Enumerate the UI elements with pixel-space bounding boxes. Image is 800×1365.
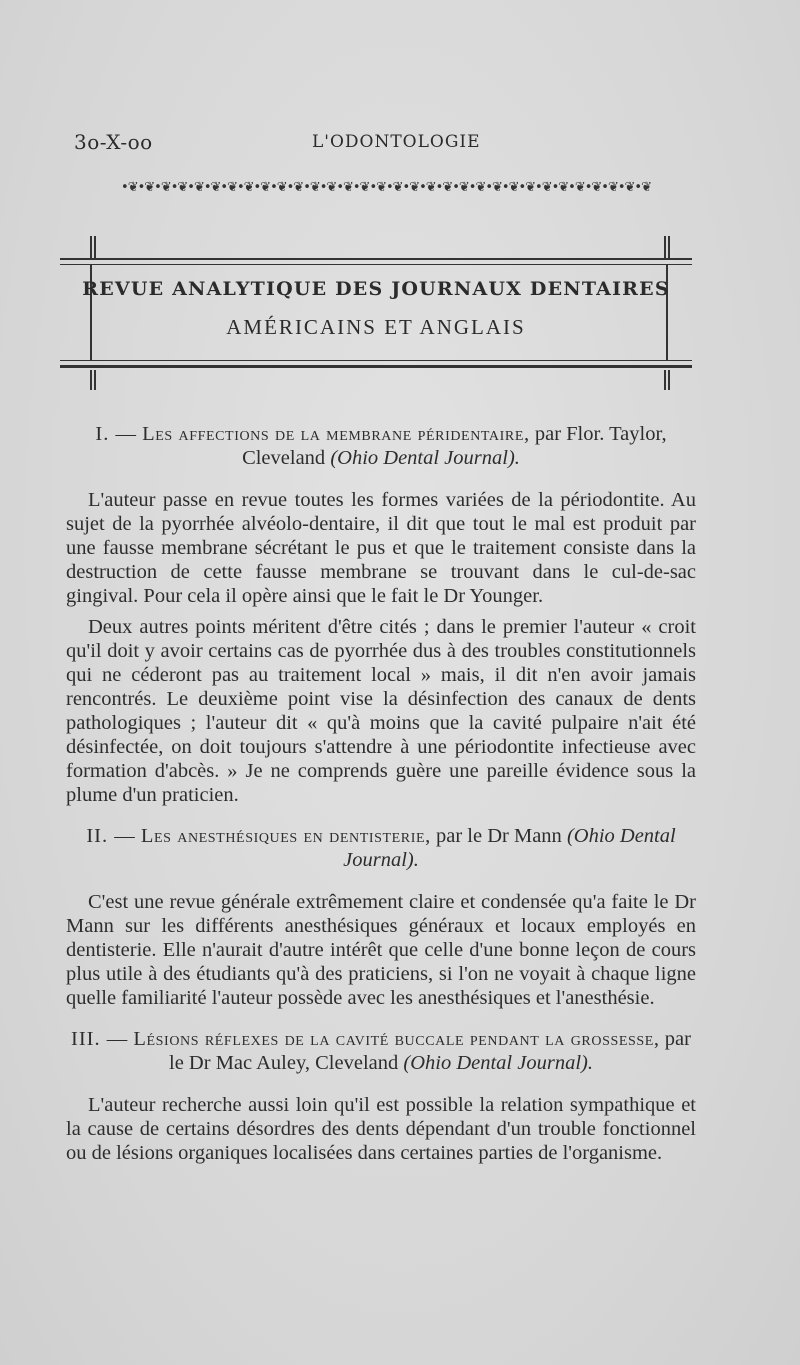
page-date: 3o-X-oo xyxy=(74,130,153,154)
frame-tick-right-top-2 xyxy=(668,236,670,258)
paragraph: Deux autres points méritent d'être cités ; dans le premier l'auteur « croit qu'il doit y avoir certains cas de pyorrhée dus à des troubles constitutionnels qui ne céderont pas au traitement local » mais, il dit n'en avoir jamais rencontrés. Le deuxième point vise la désinfection des canaux de dents pathologiques ; l'auteur dit « qu'à moins que la cavité pulpaire n'ait été désinfectée, on doit toujours s'attendre à une périodontite infectieuse avec formation d'abcès. » Je ne comprends guère une pareille évidence sous la plume d'un praticien. xyxy=(66,616,696,806)
section-title: Lésions réflexes de la cavité buccale pendant la grossesse, xyxy=(133,1028,660,1050)
section-title: Les affections de la membrane péridentaire, xyxy=(142,423,530,445)
journal-title: L'ODONTOLOGIE xyxy=(312,132,481,152)
frame-rule-bottom xyxy=(60,365,692,368)
section-heading-2 xyxy=(66,824,696,872)
running-header xyxy=(74,130,694,160)
frame-tick-left-top xyxy=(90,236,92,258)
paragraph: C'est une revue générale extrêmement claire et condensée qu'a faite le Dr Mann sur les différents anesthésiques généraux et locaux employés en dentisterie. Elle n'aurait d'autre intérêt que celle d'une bonne leçon de cours plus utile à des étudiants qu'à des praticiens, si l'on ne voyait à chaque ligne quelle familiarité l'auteur possède avec les anesthésiques et l'anesthésie. xyxy=(66,891,696,1009)
section-heading-1 xyxy=(66,422,696,470)
frame-tick-left-top-2 xyxy=(94,236,96,258)
article-subtitle: AMÉRICAINS ET ANGLAIS xyxy=(226,315,526,339)
frame-tick-left-bottom-2 xyxy=(94,370,96,390)
frame-tick-right-top xyxy=(664,236,666,258)
article-title: REVUE ANALYTIQUE DES JOURNAUX DENTAIRES xyxy=(82,278,670,300)
paragraph: L'auteur passe en revue toutes les formes variées de la périodontite. Au sujet de la pyorrhée alvéolo-dentaire, il dit que tout le mal est produit par une fausse membrane sécrétant le pus et que le traitement consiste dans la destruction de cette fausse membrane se trouvant dans le cul-de-sac gingival. Pour cela il opère ainsi que le fait le Dr Younger. xyxy=(66,489,696,607)
section-source: (Ohio Dental Journal). xyxy=(343,825,676,871)
section-number: II. — xyxy=(86,825,136,847)
section-author: par Flor. Taylor, Cleveland xyxy=(242,423,667,469)
ornamental-border: •❦•❦•❦•❦•❦•❦•❦•❦•❦•❦•❦•❦•❦•❦•❦•❦•❦•❦•❦•❦•❦•❦•❦•❦•❦•❦•❦•❦•❦•❦•❦•❦ xyxy=(121,180,651,195)
section-source: (Ohio Dental Journal). xyxy=(330,447,520,469)
frame-rule-top-thin xyxy=(60,264,692,265)
section-heading-3 xyxy=(66,1027,696,1075)
frame-tick-left-bottom xyxy=(90,370,92,390)
section-title: Les anesthésiques en dentisterie, xyxy=(140,825,431,847)
article-body xyxy=(66,422,696,1172)
section-number: I. — xyxy=(95,423,137,445)
frame-tick-right-bottom-2 xyxy=(668,370,670,390)
section-heading-frame xyxy=(60,228,692,390)
section-author: par le Dr Mann xyxy=(436,825,562,847)
frame-tick-right-bottom xyxy=(664,370,666,390)
paragraph: L'auteur recherche aussi loin qu'il est possible la relation sympathique et la cause de certains désordres des dents dépendant d'un trouble fonctionnel ou de lésions organiques localisées dans certaines parties de l'organisme. xyxy=(66,1094,696,1164)
section-number: III. — xyxy=(71,1028,129,1050)
section-author: par le Dr Mac Auley, Cleveland xyxy=(169,1028,691,1074)
frame-rule-bottom-thin xyxy=(60,360,692,361)
frame-rule-top xyxy=(60,258,692,260)
section-source: (Ohio Dental Journal). xyxy=(403,1052,593,1074)
